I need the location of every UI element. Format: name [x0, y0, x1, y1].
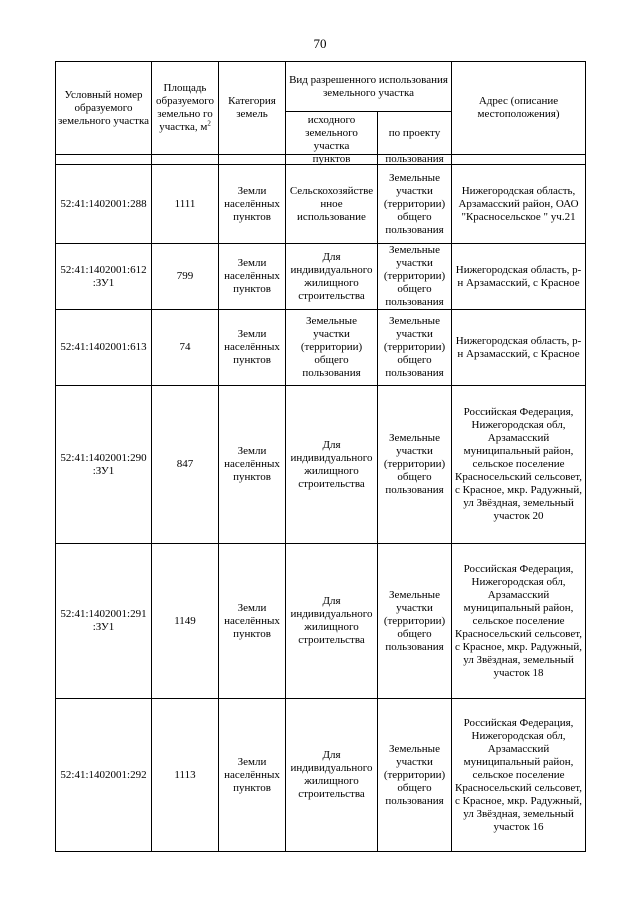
cell-address: Российская Федерация, Нижегородская обл, Арзамасский муниципальный район, сельское поселение Красносельский сельсовет, с Красное, мкр. Радужный, ул Звёздная, земельный участок 18: [452, 544, 586, 699]
cell-project-use: Земельные участки (территории) общего пользования: [378, 244, 452, 310]
header-area: [152, 62, 219, 155]
cell-number: 52:41:1402001:290 :ЗУ1: [56, 386, 152, 544]
header-project-use: по проекту: [378, 112, 452, 155]
cell-project-use: Земельные участки (территории) общего пользования: [378, 310, 452, 386]
table-row: [56, 386, 586, 544]
cell-area: 1113: [152, 699, 219, 852]
cell-original-use: Для индивидуального жилищного строительства: [286, 244, 378, 310]
cell-address: Российская Федерация, Нижегородская обл, Арзамасский муниципальный район, сельское поселение Красносельский сельсовет, с Красное, мкр. Радужный, ул Звёздная, земельный участок 20: [452, 386, 586, 544]
cell-empty: [219, 155, 286, 165]
table-header: [56, 62, 586, 155]
table-body: [56, 155, 586, 852]
continuation-row: [56, 155, 586, 165]
table-row: [56, 544, 586, 699]
table-row: [56, 244, 586, 310]
cell-number: 52:41:1402001:612 :ЗУ1: [56, 244, 152, 310]
cell-original-use: Земельные участки (территории) общего пользования: [286, 310, 378, 386]
cell-empty: [452, 155, 586, 165]
cell-original-use: Для индивидуального жилищного строительства: [286, 544, 378, 699]
cell-original-use: Сельскохозяйстве нное использование: [286, 165, 378, 244]
cell-original-use: Для индивидуального жилищного строительства: [286, 699, 378, 852]
header-cadastral-number: Условный номер образуемого земельного участка: [56, 62, 152, 155]
cell-number: 52:41:1402001:292: [56, 699, 152, 852]
cell-project-use: Земельные участки (территории) общего пользования: [378, 165, 452, 244]
cell-category: Земли населённых пунктов: [219, 310, 286, 386]
cell-number: 52:41:1402001:613: [56, 310, 152, 386]
continuation-project: пользования: [378, 155, 452, 165]
cell-category: Земли населённых пунктов: [219, 699, 286, 852]
land-plots-table: [55, 61, 586, 852]
cell-area: 1149: [152, 544, 219, 699]
header-address: Адрес (описание местоположения): [452, 62, 586, 155]
cell-address: Российская Федерация, Нижегородская обл, Арзамасский муниципальный район, сельское поселение Красносельский сельсовет, с Красное, мкр. Радужный, ул Звёздная, земельный участок 16: [452, 699, 586, 852]
page-number: 70: [313, 36, 327, 51]
table-row: [56, 699, 586, 852]
table-row: [56, 165, 586, 244]
cell-category: Земли населённых пунктов: [219, 165, 286, 244]
header-area-unit-sup: 2: [207, 119, 211, 128]
header-category: Категория земель: [219, 62, 286, 155]
cell-empty: [152, 155, 219, 165]
continuation-original: пунктов: [286, 155, 378, 165]
cell-address: Нижегородская область, Арзамасский район, ОАО "Красносельское " уч.21: [452, 165, 586, 244]
cell-address: Нижегородская область, р-н Арзамасский, с Красное: [452, 244, 586, 310]
cell-project-use: Земельные участки (территории) общего пользования: [378, 386, 452, 544]
header-area-text: Площадь образуемого земельно го участка, м: [155, 82, 215, 133]
header-permitted-use: Вид разрешенного использования земельного участка: [286, 62, 452, 112]
cell-project-use: Земельные участки (территории) общего пользования: [378, 544, 452, 699]
table-row: [56, 310, 586, 386]
cell-original-use: Для индивидуального жилищного строительства: [286, 386, 378, 544]
cell-address: Нижегородская область, р-н Арзамасский, с Красное: [452, 310, 586, 386]
cell-number: 52:41:1402001:291 :ЗУ1: [56, 544, 152, 699]
cell-area: 847: [152, 386, 219, 544]
cell-category: Земли населённых пунктов: [219, 244, 286, 310]
cell-category: Земли населённых пунктов: [219, 544, 286, 699]
cell-category: Земли населённых пунктов: [219, 386, 286, 544]
cell-area: 1111: [152, 165, 219, 244]
header-original-use: исходного земельного участка: [286, 112, 378, 155]
cell-project-use: Земельные участки (территории) общего пользования: [378, 699, 452, 852]
cell-area: 799: [152, 244, 219, 310]
cell-empty: [56, 155, 152, 165]
cell-number: 52:41:1402001:288: [56, 165, 152, 244]
cell-area: 74: [152, 310, 219, 386]
